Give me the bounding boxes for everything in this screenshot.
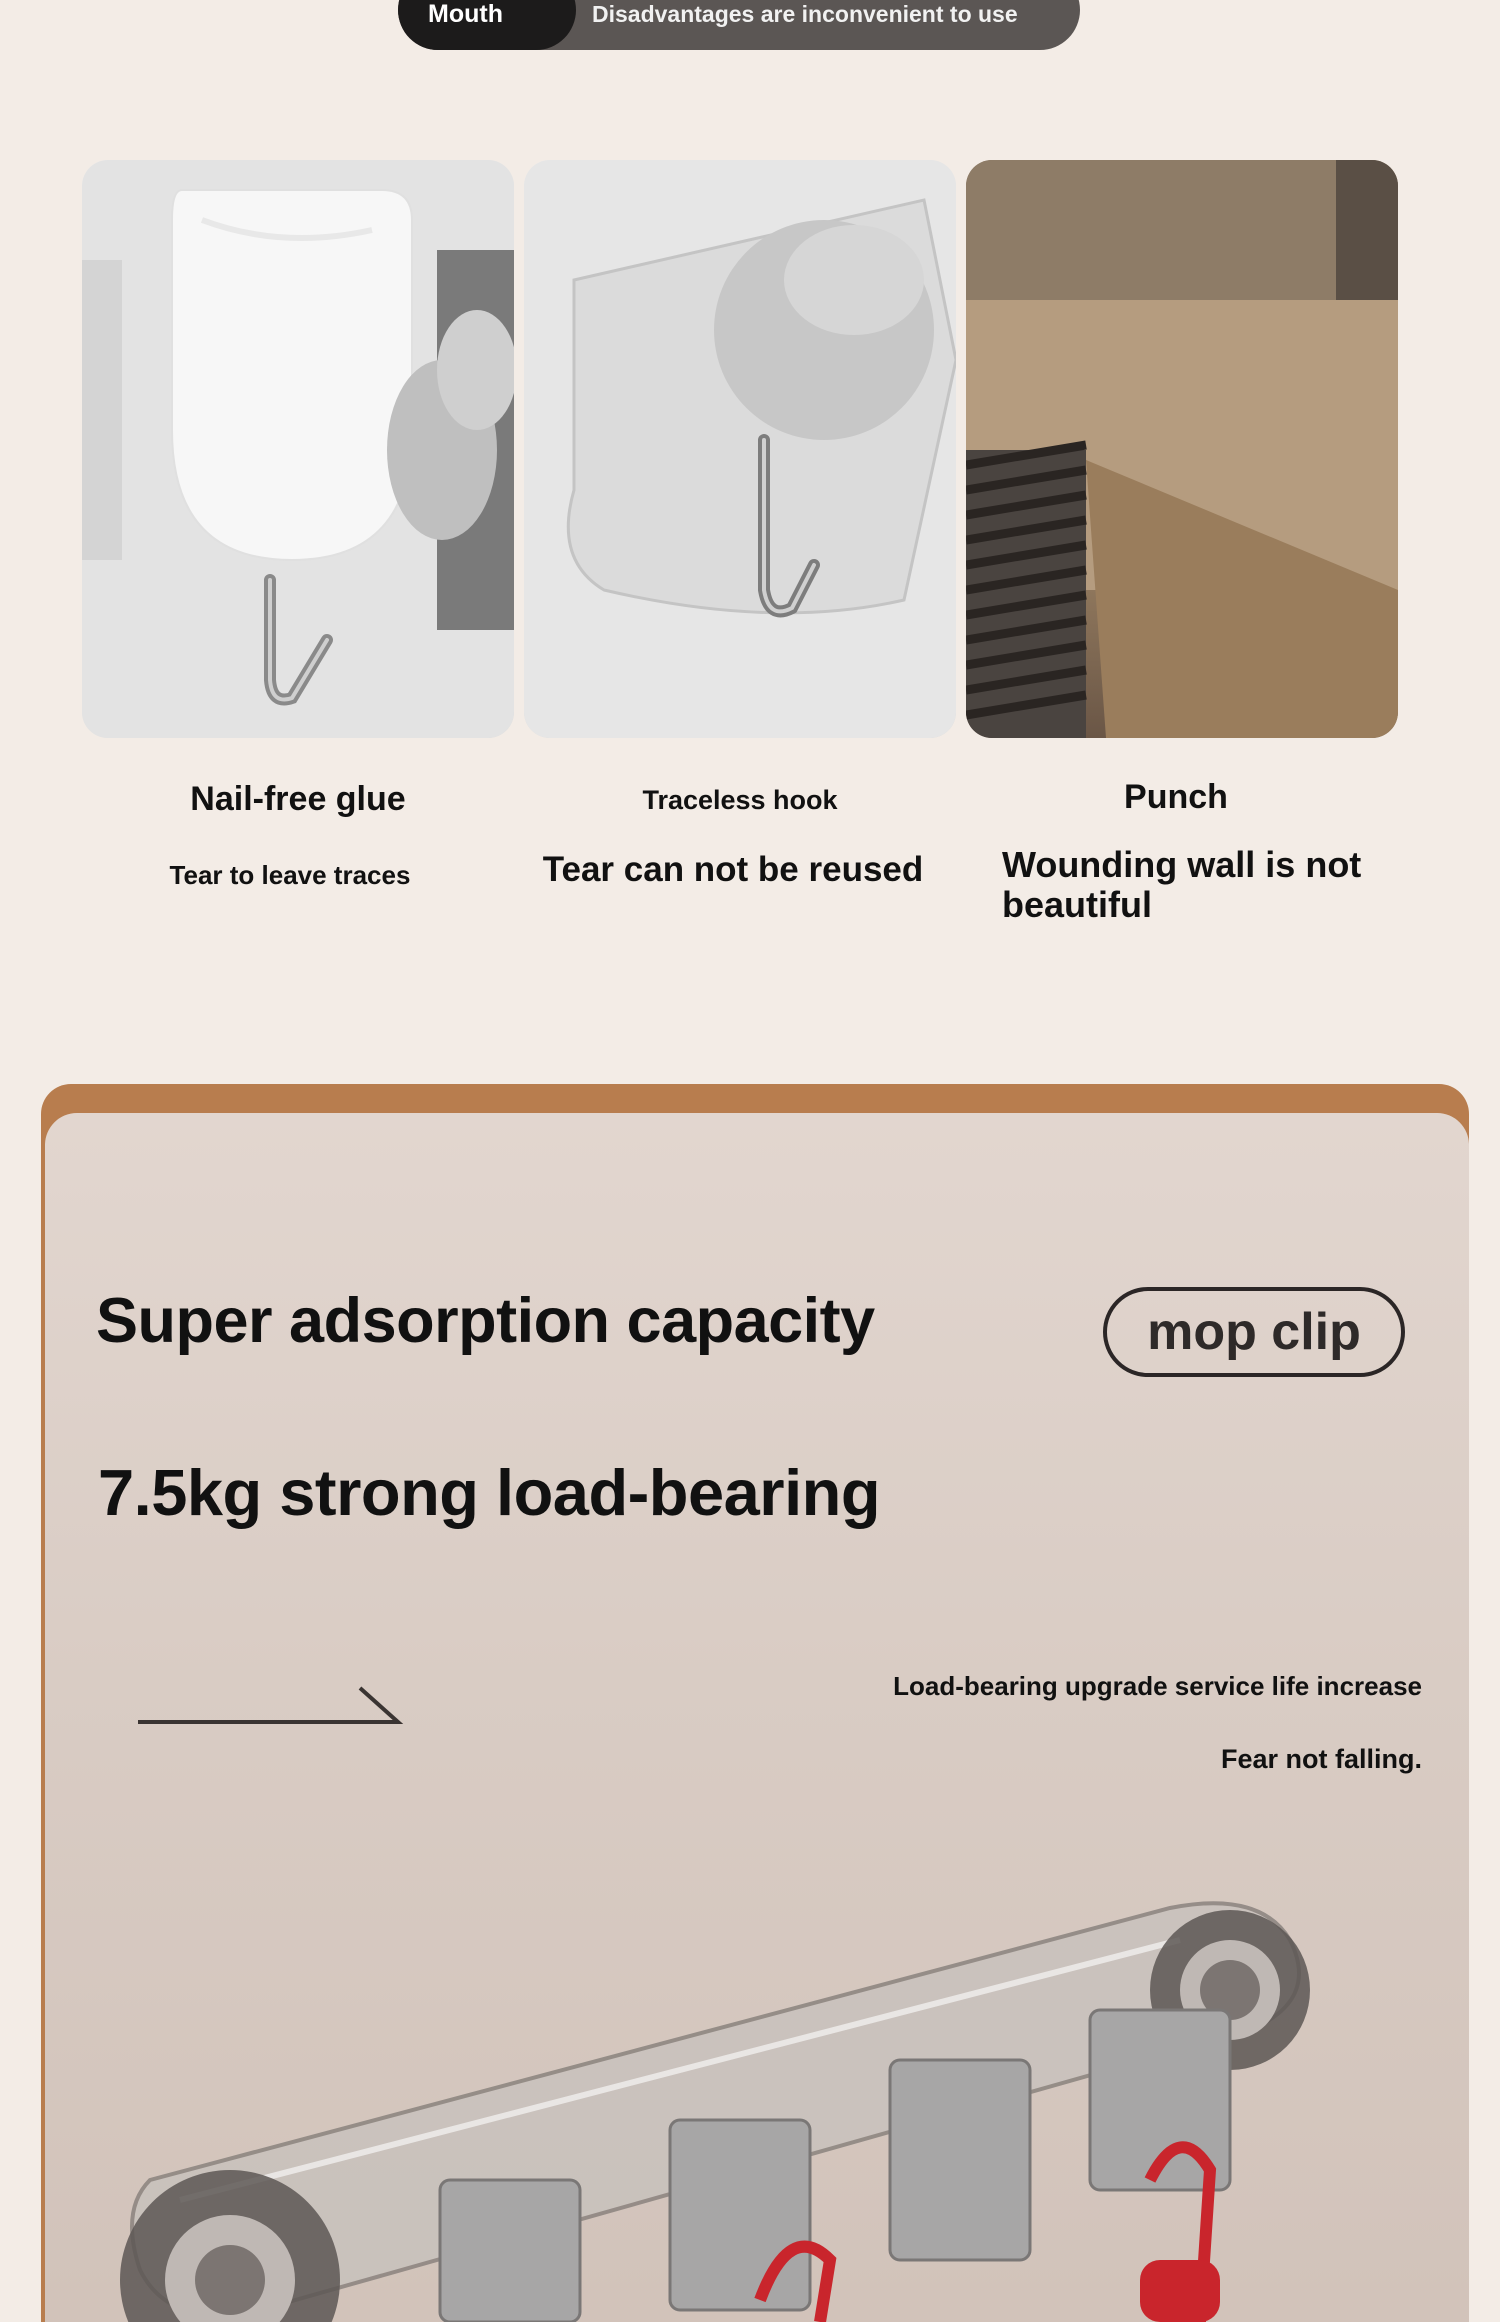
load-bearing-headline: 7.5kg strong load-bearing bbox=[98, 1456, 881, 1529]
load-bearing-note: Load-bearing upgrade service life increase bbox=[893, 1671, 1422, 1701]
pill-right-label: Disadvantages are inconvenient to use bbox=[592, 1, 1018, 27]
punch-image bbox=[966, 160, 1398, 738]
card1-subtitle: Tear to leave traces bbox=[169, 860, 411, 890]
arrow-icon bbox=[136, 1684, 406, 1724]
card3-subtitle: Wounding wall is not beautiful bbox=[1002, 844, 1362, 925]
pill-left-segment bbox=[398, 0, 576, 50]
nail-free-glue-image bbox=[82, 160, 514, 738]
adhesive-hook-illustration bbox=[82, 160, 514, 738]
feature-title: Super adsorption capacity bbox=[96, 1286, 875, 1356]
card2-title: Traceless hook bbox=[642, 785, 838, 815]
pill-left-label: Mouth bbox=[428, 0, 503, 28]
card3-title: Punch bbox=[1124, 778, 1228, 816]
comparison-header-pill bbox=[398, 0, 1080, 50]
drill-bit-illustration bbox=[966, 160, 1398, 738]
traceless-hook-illustration bbox=[524, 160, 956, 738]
card1-title: Nail-free glue bbox=[190, 780, 406, 818]
mop-clip-badge: mop clip bbox=[1103, 1287, 1405, 1377]
fear-not-falling-note: Fear not falling. bbox=[1220, 1744, 1422, 1774]
mop-rack-illustration bbox=[0, 1880, 1500, 2322]
traceless-hook-image bbox=[524, 160, 956, 738]
card2-subtitle: Tear can not be reused bbox=[542, 850, 924, 889]
